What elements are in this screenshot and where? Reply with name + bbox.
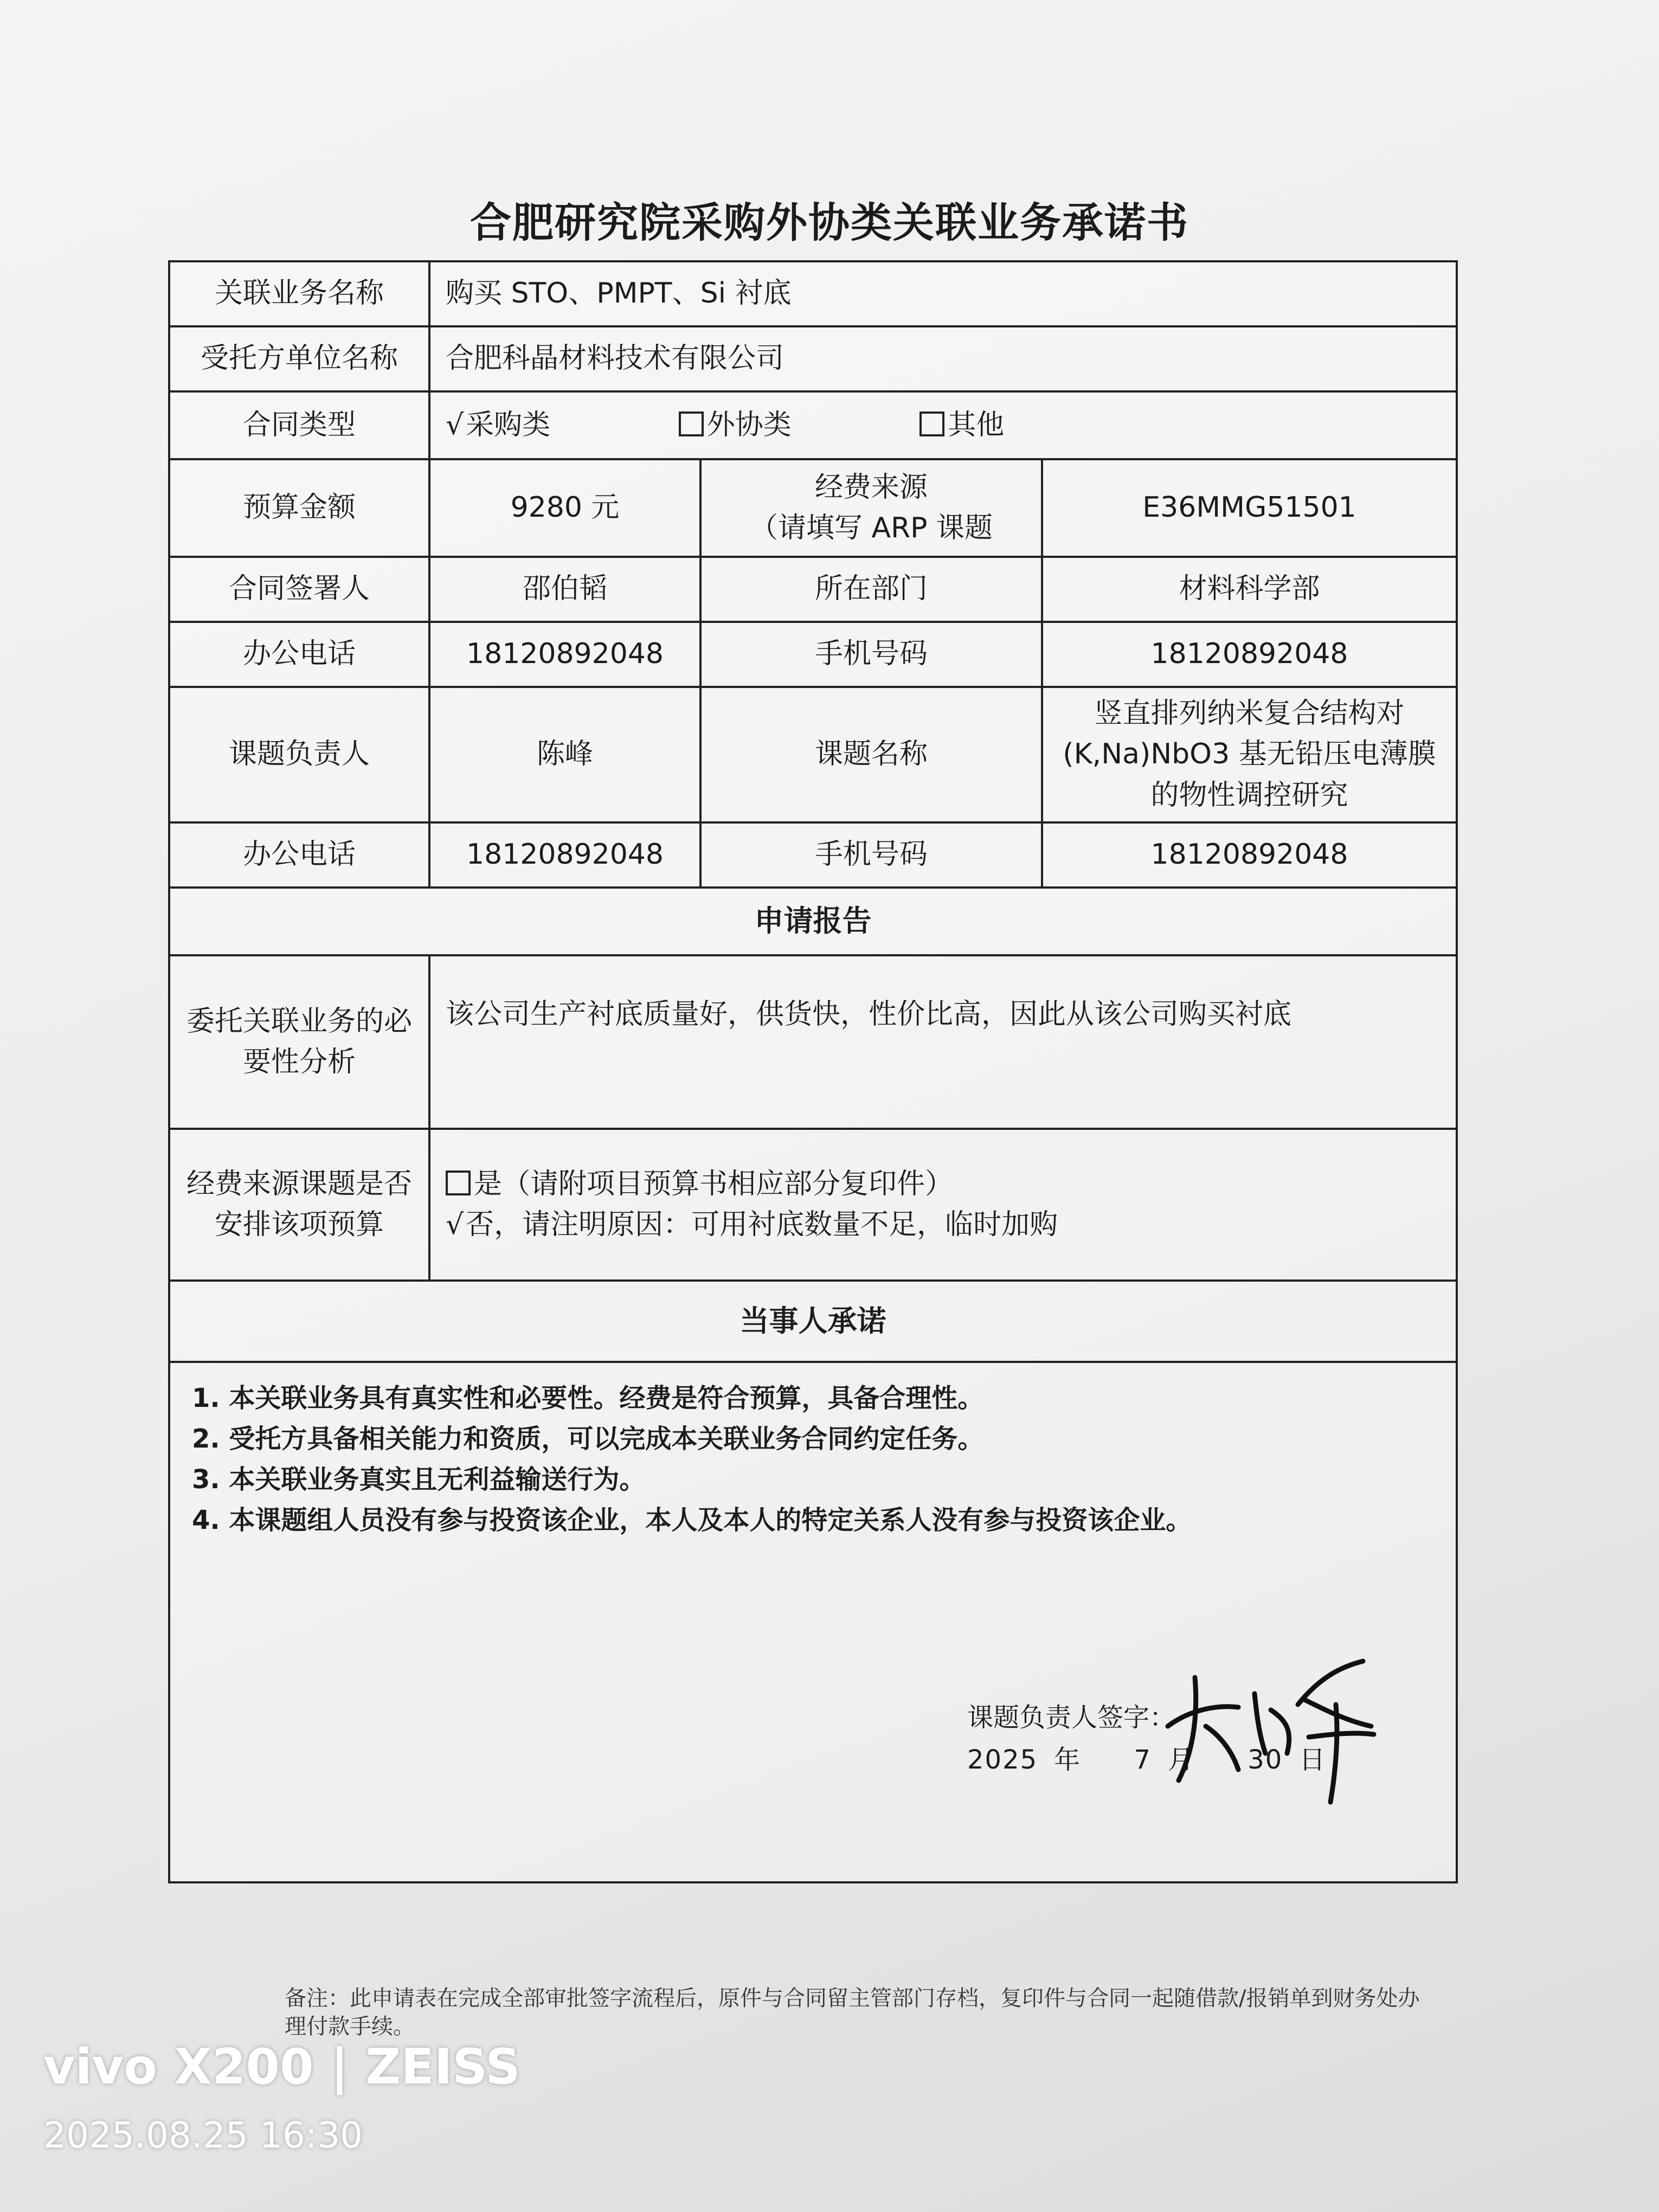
trustee-unit-value: 合肥科晶材料技术有限公司: [429, 326, 1457, 391]
pledge-body: [169, 1362, 1457, 1882]
row-pledge-heading: [169, 1281, 1457, 1362]
option-outsourcing: 外协类: [679, 405, 792, 446]
project-name-label: 课题名称: [700, 687, 1042, 822]
department-label: 所在部门: [700, 557, 1042, 622]
signer-value: 邵伯韬: [429, 557, 700, 622]
mobile-value: 18120892048: [1042, 622, 1457, 687]
pledge-item: 3. 本关联业务真实且无利益输送行为。: [192, 1464, 646, 1495]
date-month: 7: [1134, 1744, 1152, 1775]
row-pi-phone: [169, 822, 1457, 888]
pi-mobile-value: 18120892048: [1042, 822, 1457, 888]
row-pi: [169, 687, 1457, 822]
row-signer-phone: [169, 622, 1457, 687]
row-contract-type: [169, 391, 1457, 459]
checkmark-icon: √: [446, 408, 464, 441]
pledge-list: [170, 1363, 1456, 1541]
budget-arranged-options: [429, 1129, 1457, 1281]
option-yes: 是（请附项目预算书相应部分复印件）: [446, 1164, 1446, 1205]
date-month-unit: 月: [1167, 1744, 1195, 1775]
checkbox-icon: [446, 1171, 471, 1195]
signature-label: 课题负责人签字：: [967, 1702, 1176, 1733]
pi-label: 课题负责人: [169, 687, 429, 822]
budget-value: 9280 元: [429, 459, 700, 557]
necessity-label: 委托关联业务的必要性分析: [169, 955, 429, 1129]
budget-label: 预算金额: [169, 459, 429, 557]
date-day: 30: [1248, 1744, 1283, 1775]
funding-source-value: E36MMG51501: [1042, 459, 1457, 557]
date-year-unit: 年: [1054, 1744, 1082, 1775]
department-value: 材料科学部: [1042, 557, 1457, 622]
project-name-value: 竖直排列纳米复合结构对(K,Na)NbO3 基无铅压电薄膜的物性调控研究: [1042, 687, 1457, 822]
checkmark-icon: √: [446, 1208, 464, 1241]
option-purchase: √采购类: [446, 408, 551, 441]
funding-source-label: 经费来源 （请填写 ARP 课题: [700, 459, 1042, 557]
business-name-label: 关联业务名称: [169, 261, 429, 326]
trustee-unit-label: 受托方单位名称: [169, 326, 429, 391]
handwritten-signature: [1157, 1645, 1385, 1808]
date-day-unit: 日: [1299, 1744, 1327, 1775]
option-other: 其他: [919, 405, 1004, 446]
contract-type-label: 合同类型: [169, 391, 429, 459]
row-necessity: [169, 955, 1457, 1129]
pi-office-phone-value: 18120892048: [429, 822, 700, 888]
checkbox-icon: [679, 411, 704, 436]
office-phone-value: 18120892048: [429, 622, 700, 687]
pi-value: 陈峰: [429, 687, 700, 822]
business-name-value: 购买 STO、PMPT、Si 衬底: [429, 261, 1457, 326]
pledge-form-table: [168, 260, 1458, 1883]
application-heading: 申请报告: [169, 888, 1457, 955]
row-application-heading: [169, 888, 1457, 955]
camera-watermark-brand: vivo X200 | ZEISS: [43, 2039, 520, 2095]
row-trustee-unit: [169, 326, 1457, 391]
necessity-value: 该公司生产衬底质量好，供货快，性价比高，因此从该公司购买衬底: [429, 955, 1457, 1129]
date-year: 2025: [967, 1744, 1038, 1775]
checkbox-icon: [919, 411, 944, 436]
pi-mobile-label: 手机号码: [700, 822, 1042, 888]
office-phone-label: 办公电话: [169, 622, 429, 687]
pledge-item: 2. 受托方具备相关能力和资质，可以完成本关联业务合同约定任务。: [192, 1423, 984, 1454]
contract-type-options: [429, 391, 1457, 459]
pledge-item: 4. 本课题组人员没有参与投资该企业，本人及本人的特定关系人没有参与投资该企业。: [192, 1504, 1192, 1535]
document-title: 合肥研究院采购外协类关联业务承诺书: [470, 198, 1189, 247]
option-no: √否，请注明原因：可用衬底数量不足，临时加购: [446, 1208, 1058, 1241]
row-pledge-body: [169, 1362, 1457, 1882]
row-signer: [169, 557, 1457, 622]
footnote: 备注：此申请表在完成全部审批签字流程后，原件与合同留主管部门存档，复印件与合同一起随借款/报销单到财务处办理付款手续。: [285, 1986, 1420, 2039]
pledge-heading: 当事人承诺: [169, 1281, 1457, 1362]
mobile-label: 手机号码: [700, 622, 1042, 687]
row-budget: [169, 459, 1457, 557]
row-budget-arranged: [169, 1129, 1457, 1281]
budget-arranged-label: 经费来源课题是否安排该项预算: [169, 1129, 429, 1281]
pledge-item: 1. 本关联业务具有真实性和必要性。经费是符合预算，具备合理性。: [192, 1383, 984, 1413]
camera-watermark-datetime: 2025.08.25 16:30: [43, 2114, 363, 2156]
row-business-name: [169, 261, 1457, 326]
signer-label: 合同签署人: [169, 557, 429, 622]
pi-office-phone-label: 办公电话: [169, 822, 429, 888]
